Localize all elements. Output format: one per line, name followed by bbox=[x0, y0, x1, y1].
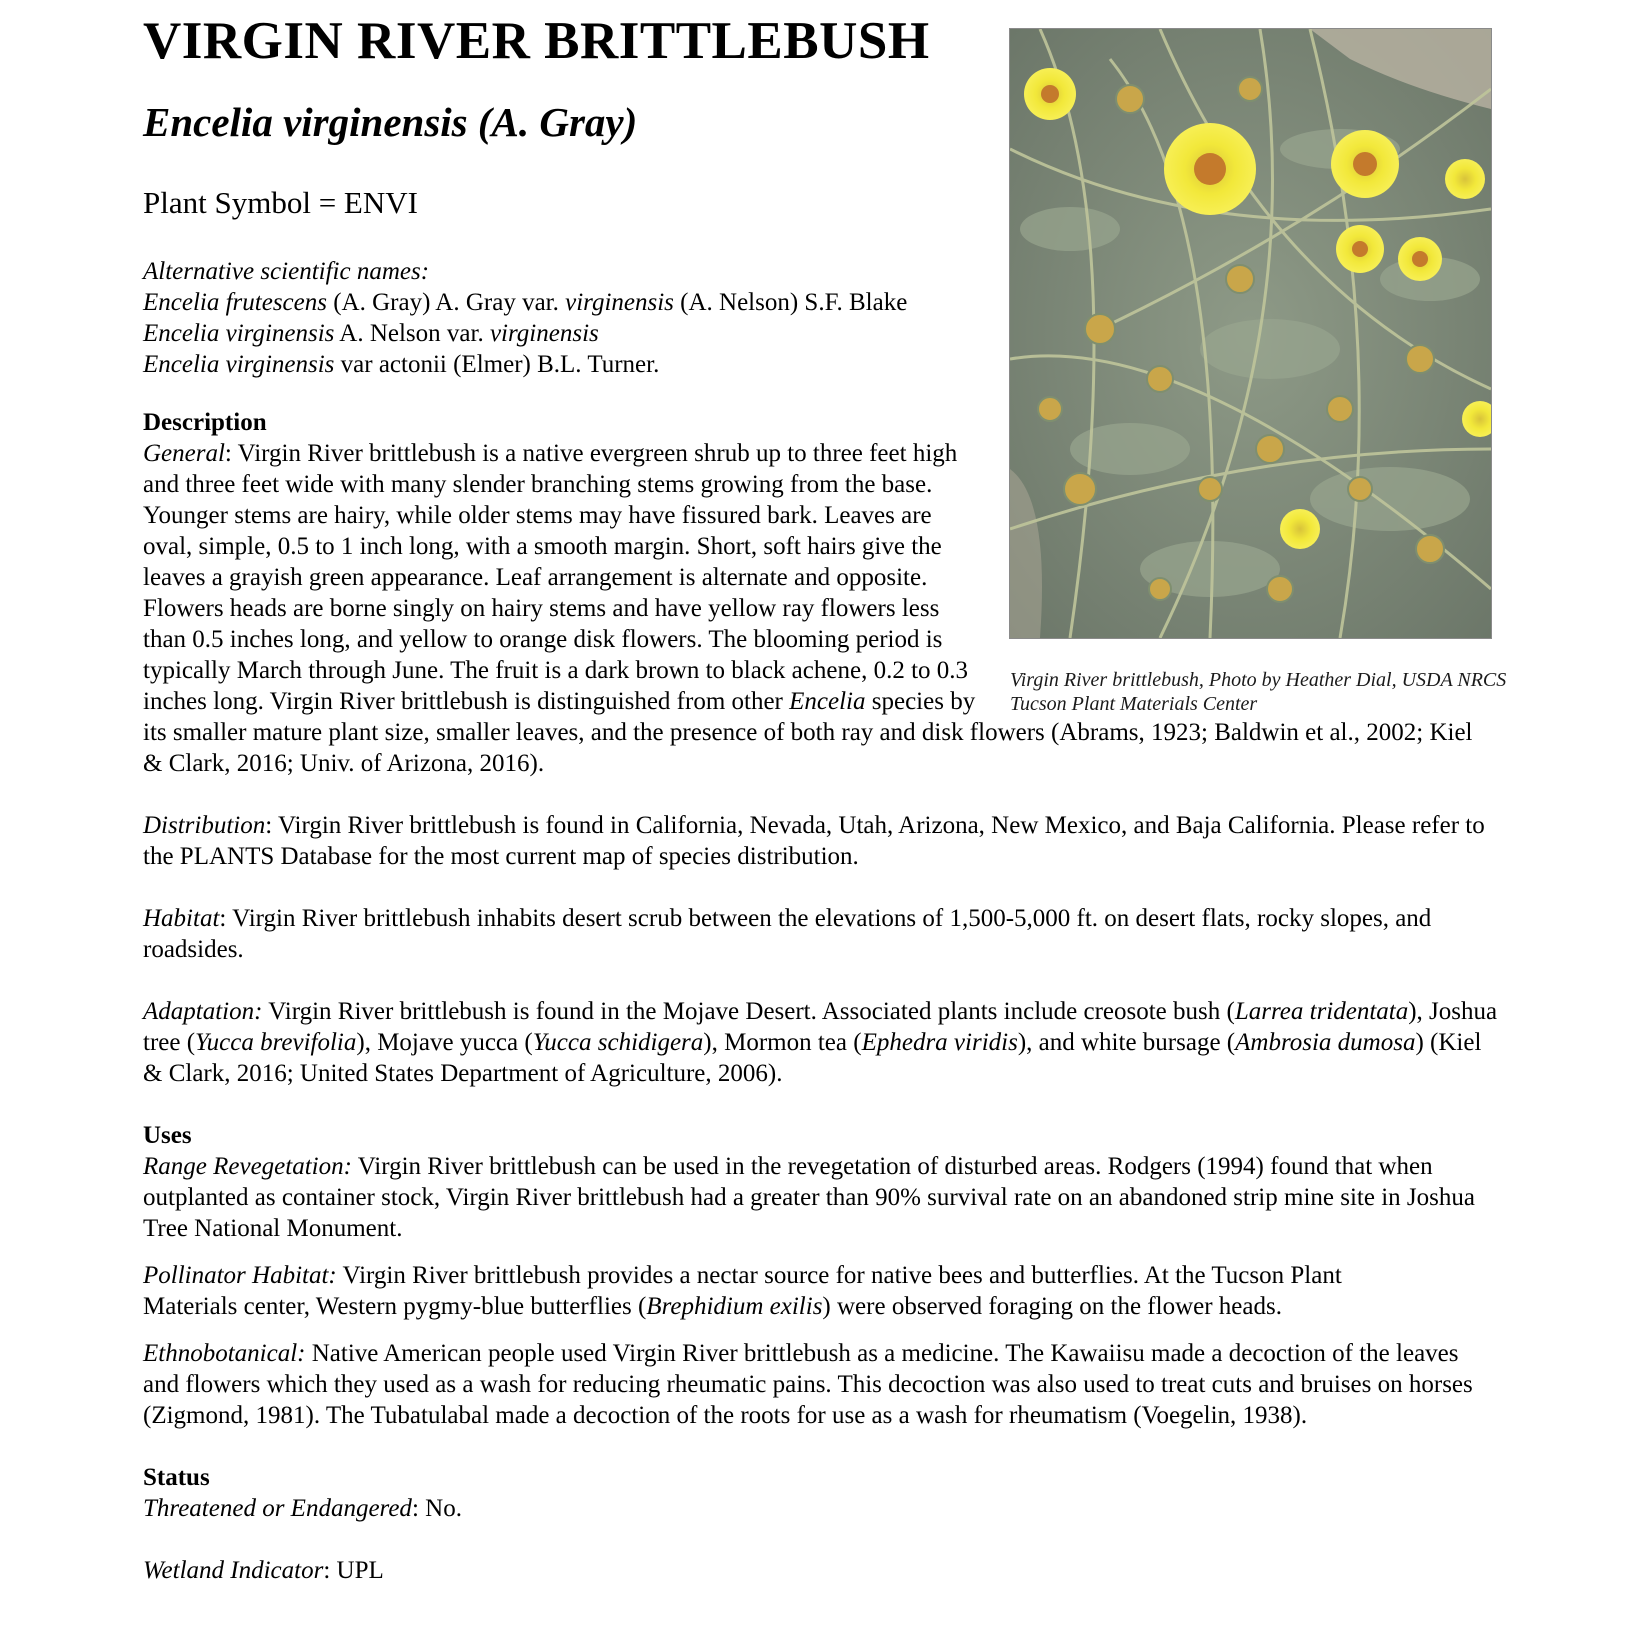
general-paragraph: General: Virgin River brittlebush is a native evergreen shrub up to three feet high and three feet wide with many slender branching stems growing from the base. Younger stems are hairy, while older stems may have fissured bark. Leaves are oval, simple, 0.5 to 1 inch long, with a smooth margin. Short, soft hairs give the leaves a grayish green appearance. Leaf arrangement is alternate and opposite. Flowers heads are borne singly on hairy stems and have yellow ray flowers less than 0.5 inches long, and yellow to orange disk flowers. The blooming period is typically March through June. The fruit is a dark brown to black achene, 0.2 to 0.3 inches long. Virgin River brittlebush is distinguished from other Encelia species by its smaller mature plant size, smaller leaves, and the presence of both ray and disk flowers (Abrams, 1923; Baldwin et al., 2002; Kiel & Clark, 2016; Univ. of Arizona, 2016). bbox=[143, 440, 1473, 777]
alt-name-line-3: Encelia virginensis var actonii (Elmer) B.L. Turner. bbox=[143, 351, 660, 378]
uses-heading: Uses bbox=[143, 1122, 192, 1149]
document-title: VIRGIN RIVER BRITTLEBUSH bbox=[143, 12, 930, 70]
ethnobotanical-paragraph: Ethnobotanical: Native American people used Virgin River brittlebush as a medicine. The Kawaiisu made a decoction of the leaves and flowers which they used as a wash for reducing rheumatic pains. This decoction was also used to treat cuts and bruises on horses (Zigmond, 1981). The Tubatulabal made a decoction of the roots for use as a wash for rheumatism (Voegelin, 1938). bbox=[143, 1340, 1473, 1429]
alt-names-heading: Alternative scientific names: bbox=[143, 258, 430, 285]
photo-caption: Virgin River brittlebush, Photo by Heather Dial, USDA NRCS Tucson Plant Materials Center bbox=[1010, 669, 1507, 715]
habitat-paragraph: Habitat: Virgin River brittlebush inhabits desert scrub between the elevations of 1,500-5,000 ft. on desert flats, rocky slopes, and roadsides. bbox=[143, 905, 1432, 963]
alt-name-line-1: Encelia frutescens (A. Gray) A. Gray var. virginensis (A. Nelson) S.F. Blake bbox=[143, 289, 908, 316]
distribution-paragraph: Distribution: Virgin River brittlebush is found in California, Nevada, Utah, Arizona, New Mexico, and Baja California. Please refer to the PLANTS Database for the most current map of species distribution. bbox=[143, 812, 1485, 870]
wetland-indicator-line: Wetland Indicator: UPL bbox=[143, 1557, 384, 1584]
pollinator-habitat-paragraph: Pollinator Habitat: Virgin River brittlebush provides a nectar source for native bees and butterflies. At the Tucson Plant Materials center, Western pygmy-blue butterflies (Brephidium exilis) were observed foraging on the flower heads. bbox=[143, 1262, 1342, 1320]
scientific-name: Encelia virginensis (A. Gray) bbox=[143, 99, 638, 145]
main-content bbox=[143, 407, 1498, 1586]
alternative-names bbox=[143, 256, 907, 380]
range-revegetation-paragraph: Range Revegetation: Virgin River brittlebush can be used in the revegetation of disturbed areas. Rodgers (1994) found that when outplanted as container stock, Virgin River brittlebush had a greater than 90% survival rate on an abandoned strip mine site in Joshua Tree National Monument. bbox=[143, 1153, 1475, 1242]
status-heading: Status bbox=[143, 1464, 210, 1491]
alt-name-line-2: Encelia virginensis A. Nelson var. virginensis bbox=[143, 320, 599, 347]
threatened-endangered-line: Threatened or Endangered: No. bbox=[143, 1495, 462, 1522]
adaptation-paragraph: Adaptation: Virgin River brittlebush is found in the Mojave Desert. Associated plants include creosote bush (Larrea tridentata), Joshua tree (Yucca brevifolia), Mojave yucca (Yucca schidigera), Mormon tea (Ephedra viridis), and white bursage (Ambrosia dumosa) (Kiel & Clark, 2016; United States Department of Agriculture, 2006). bbox=[143, 998, 1498, 1087]
plant-symbol: Plant Symbol = ENVI bbox=[143, 185, 418, 220]
description-heading: Description bbox=[143, 409, 267, 436]
